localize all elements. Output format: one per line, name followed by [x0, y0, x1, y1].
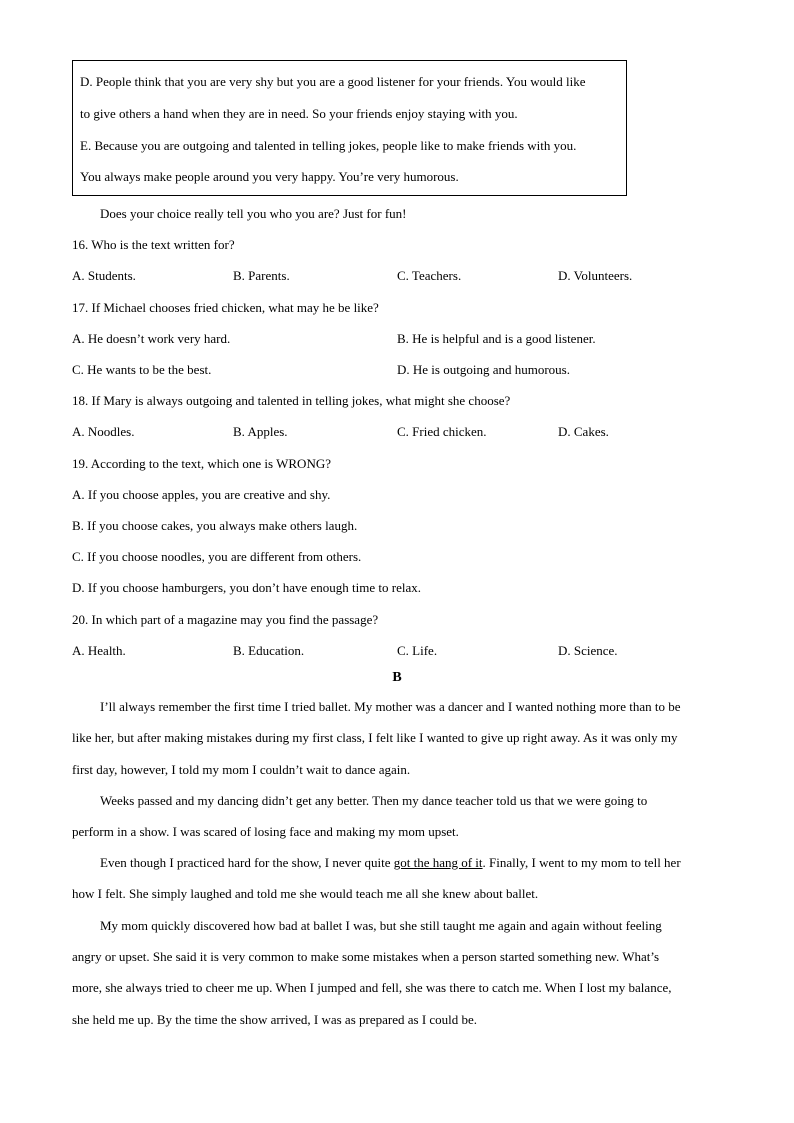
p3-line-1 — [100, 855, 681, 871]
q17-option-d: D. He is outgoing and humorous. — [397, 362, 570, 377]
question-17-stem: 17. If Michael chooses fried chicken, what may he be like? — [72, 300, 379, 315]
p4-line-1: My mom quickly discovered how bad at ballet I was, but she still taught me again and again without feeling — [100, 918, 662, 933]
q16-option-a: A. Students. — [72, 268, 136, 283]
q20-option-c: C. Life. — [397, 643, 438, 658]
p4-line-2: angry or upset. She said it is very common to make some mistakes when a person started something new. What’s — [72, 949, 660, 964]
q20-option-b: B. Education. — [233, 643, 305, 658]
q16-option-b: B. Parents. — [233, 268, 290, 283]
q17-option-c: C. He wants to be the best. — [72, 362, 212, 377]
p4-line-4: she held me up. By the time the show arrived, I was as prepared as I could be. — [72, 1012, 478, 1027]
q16-option-c: C. Teachers. — [397, 268, 462, 283]
q19-option-a: A. If you choose apples, you are creative and shy. — [72, 487, 331, 502]
question-20-stem: 20. In which part of a magazine may you find the passage? — [72, 612, 379, 627]
p4-line-3: more, she always tried to cheer me up. When I jumped and fell, she was there to catch me. When I lost my balance, — [72, 980, 672, 995]
q19-option-b: B. If you choose cakes, you always make others laugh. — [72, 518, 358, 533]
q17-option-a: A. He doesn’t work very hard. — [72, 331, 231, 346]
p1-line-1: I’ll always remember the first time I tried ballet. My mother was a dancer and I wanted nothing more than to be — [100, 699, 681, 714]
p1-line-3: first day, however, I told my mom I couldn’t wait to dance again. — [72, 762, 411, 777]
box-line-d2: to give others a hand when they are in need. So your friends enjoy staying with you. — [80, 106, 518, 121]
p3-text-after: . Finally, I went to my mom to tell her — [482, 855, 681, 870]
p2-line-1: Weeks passed and my dancing didn’t get any better. Then my dance teacher told us that we were going to — [100, 793, 648, 808]
p2-line-2: perform in a show. I was scared of losing face and making my mom upset. — [72, 824, 459, 839]
box-line-e2: You always make people around you very happy. You’re very humorous. — [80, 169, 459, 184]
question-19-stem: 19. According to the text, which one is WRONG? — [72, 456, 331, 471]
box-line-d1: D. People think that you are very shy but you are a good listener for your friends. You would like — [80, 74, 586, 89]
q19-option-d: D. If you choose hamburgers, you don’t have enough time to relax. — [72, 580, 421, 595]
q19-option-c: C. If you choose noodles, you are different from others. — [72, 549, 362, 564]
q18-option-b: B. Apples. — [233, 424, 288, 439]
section-b-heading: B — [392, 670, 402, 685]
box-line-e1: E. Because you are outgoing and talented in telling jokes, people like to make friends with you. — [80, 138, 577, 153]
p1-line-2: like her, but after making mistakes during my first class, I felt like I wanted to give up right away. As it was only my — [72, 730, 678, 745]
q20-option-a: A. Health. — [72, 643, 126, 658]
question-16-stem: 16. Who is the text written for? — [72, 237, 235, 252]
q20-option-d: D. Science. — [558, 643, 618, 658]
p3-text-before: Even though I practiced hard for the show, I never quite — [100, 855, 394, 870]
underlined-phrase: got the hang of it — [393, 855, 483, 870]
q18-option-a: A. Noodles. — [72, 424, 135, 439]
closing-line: Does your choice really tell you who you are? Just for fun! — [100, 206, 407, 221]
question-18-stem: 18. If Mary is always outgoing and talented in telling jokes, what might she choose? — [72, 393, 511, 408]
q16-option-d: D. Volunteers. — [558, 268, 633, 283]
q18-option-d: D. Cakes. — [558, 424, 609, 439]
q18-option-c: C. Fried chicken. — [397, 424, 487, 439]
p3-line-2: how I felt. She simply laughed and told me she would teach me all she knew about ballet. — [72, 886, 539, 901]
q17-option-b: B. He is helpful and is a good listener. — [397, 331, 596, 346]
